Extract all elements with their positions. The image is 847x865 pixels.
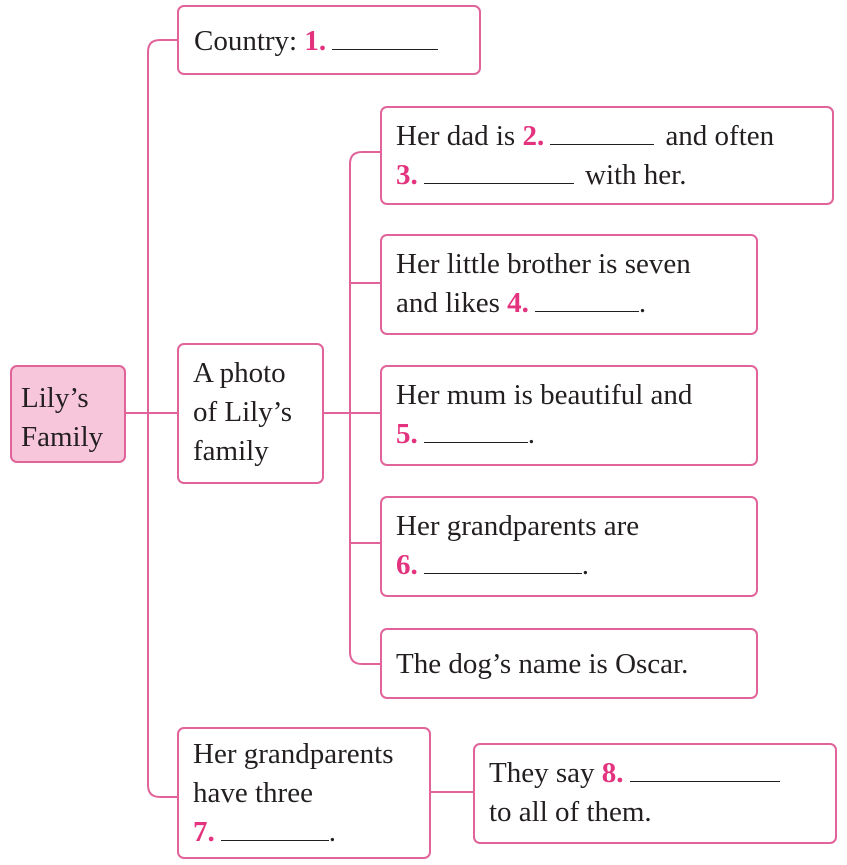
brother-text-post: .	[638, 287, 647, 319]
gp-have-line-2: have three	[193, 777, 313, 809]
they-say-text-pre: They say	[489, 757, 595, 789]
photo-line-1: A photo	[193, 357, 286, 389]
blank-number-2: 2.	[522, 120, 545, 152]
dad-node	[380, 106, 834, 205]
brother-text-pre: and likes	[396, 287, 500, 319]
mum-text-post: .	[527, 418, 535, 450]
root-line-1: Lily’s	[21, 382, 89, 414]
answer-blank-4[interactable]	[535, 287, 639, 312]
answer-blank-2[interactable]	[550, 120, 654, 145]
connector-main-spine	[148, 40, 160, 797]
blank-number-4: 4.	[507, 287, 529, 319]
grandparents-node	[380, 496, 758, 597]
dad-text-post: with her.	[585, 159, 687, 191]
blank-number-6: 6.	[396, 549, 418, 581]
blank-number-8: 8.	[601, 757, 624, 789]
photo-node	[177, 343, 324, 484]
they-say-line-2: to all of them.	[489, 796, 652, 828]
answer-blank-3[interactable]	[424, 159, 574, 184]
connector-sub-spine	[350, 152, 362, 664]
mum-line-1: Her mum is beautiful and	[396, 379, 693, 411]
gp-have-node	[177, 727, 431, 859]
answer-blank-8[interactable]	[630, 757, 780, 782]
dad-text-mid: and often	[665, 120, 775, 152]
dad-text-pre: Her dad is	[396, 120, 516, 152]
grandparents-text-post: .	[581, 549, 589, 581]
blank-number-1: 1.	[304, 25, 327, 57]
root-line-2: Family	[21, 421, 104, 453]
blank-number-7: 7.	[193, 816, 215, 848]
blank-number-3: 3.	[396, 159, 418, 191]
brother-node	[380, 234, 758, 335]
answer-blank-1[interactable]	[332, 25, 438, 50]
answer-blank-7[interactable]	[221, 816, 329, 841]
photo-line-2: of Lily’s	[193, 396, 293, 428]
answer-blank-5[interactable]	[424, 418, 528, 443]
dog-text: The dog’s name is Oscar.	[396, 648, 689, 680]
they-say-node	[473, 743, 837, 844]
country-label: Country:	[194, 25, 298, 57]
brother-line-1: Her little brother is seven	[396, 248, 691, 280]
gp-have-text-post: .	[328, 816, 336, 848]
root-node	[10, 365, 126, 463]
blank-number-5: 5.	[396, 418, 418, 450]
answer-blank-6[interactable]	[424, 549, 582, 574]
photo-line-3: family	[193, 435, 269, 467]
country-node	[177, 5, 481, 75]
grandparents-line-1: Her grandparents are	[396, 510, 640, 542]
gp-have-line-1: Her grandparents	[193, 738, 394, 770]
dog-node	[380, 628, 758, 699]
mum-node	[380, 365, 758, 466]
